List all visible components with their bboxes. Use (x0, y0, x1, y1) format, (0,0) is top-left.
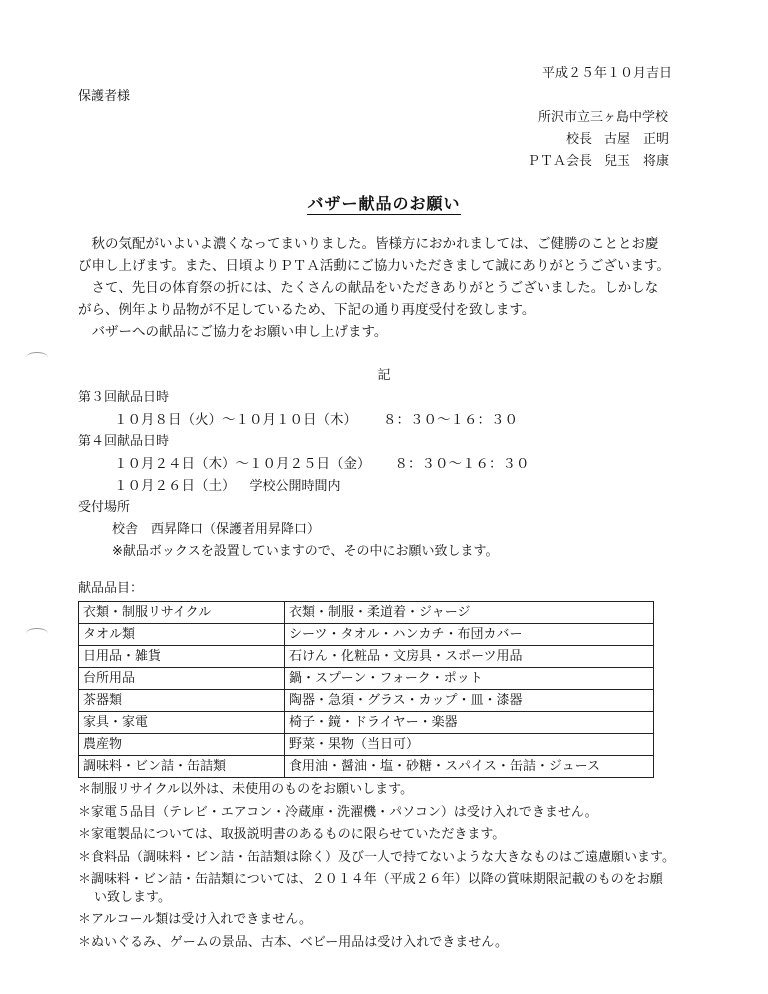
schedule-fourth-extra (114, 478, 341, 495)
item-category: 衣類・制服リサイクル (79, 602, 285, 624)
schedule-extra-date: １０月２６日（土） (114, 478, 236, 494)
note-line-continuation: い致します。 (94, 890, 171, 905)
item-category: 日用品・雑貨 (79, 646, 285, 668)
signatory-principal (522, 132, 668, 148)
note-line: ＊アルコール類は受け入れできません。 (78, 912, 313, 927)
table-row (79, 756, 654, 778)
schedule-time: ８：３０～１６：３０ (383, 412, 518, 428)
school-name: 所沢市立三ヶ島中学校 (537, 110, 668, 125)
note-line: ＊食料品（調味料・ビン詰・缶詰類は除く）及び一人で持てないような大きなものはご遠慮願います。 (78, 850, 675, 865)
signatory-pta-president (522, 154, 668, 170)
schedule-third-datetime (114, 412, 518, 429)
item-category: 茶器類 (79, 690, 285, 712)
table-row (79, 646, 654, 668)
item-category: 農産物 (79, 734, 285, 756)
item-category: 家具・家電 (79, 712, 285, 734)
schedule-fourth-heading: 第４回献品日時 (78, 434, 170, 449)
item-category: 台所用品 (79, 668, 285, 690)
signatory-role: 校長 (565, 132, 592, 147)
ki-marker: 記 (377, 368, 391, 383)
document-title (0, 194, 768, 214)
document-date: 平成２５年１０月吉日 (541, 66, 672, 81)
note-line: ＊家電５品目（テレビ・エアコン・冷蔵庫・洗濯機・パソコン）は受け入れできません。 (78, 805, 598, 820)
item-examples: 椅子・鏡・ドライヤー・楽器 (285, 712, 654, 734)
table-row (79, 712, 654, 734)
schedule-dates: １０月８日（火）～１０月１０日（木） (114, 412, 357, 428)
note-line: ＊調味料・ビン詰・缶詰類については、２０１４年（平成２６年）以降の賞味期限記載のものをお願 (78, 872, 663, 887)
item-examples: 鍋・スプーン・フォーク・ポット (285, 668, 654, 690)
item-category: タオル類 (79, 624, 285, 646)
item-category: 調味料・ビン詰・缶詰類 (79, 756, 285, 778)
body-paragraph-line: がら、例年より品物が不足しているため、下記の通り再度受付を致します。 (78, 302, 536, 318)
body-paragraph-line: 秋の気配がいよいよ濃くなってまいりました。皆様方におかれましては、ご健勝のこととお慶 (78, 236, 659, 252)
signatory-name: 古屋 正明 (604, 132, 670, 147)
table-row (79, 602, 654, 624)
table-row (79, 668, 654, 690)
schedule-extra-note: 学校公開時間内 (249, 479, 341, 494)
body-paragraph-line: バザーへの献品にご協力をお願い申し上げます。 (78, 324, 388, 340)
binding-hole-mark (26, 352, 48, 363)
item-examples: 野菜・果物（当日可） (285, 734, 654, 756)
table-row (79, 624, 654, 646)
item-examples: 衣類・制服・柔道着・ジャージ (285, 602, 654, 624)
reception-note: ※献品ボックスを設置していますので、その中にお願い致します。 (112, 544, 499, 559)
signatory-role: ＰＴＡ会長 (526, 154, 592, 169)
item-examples: 食用油・醤油・塩・砂糖・スパイス・缶詰・ジュース (285, 756, 654, 778)
schedule-fourth-datetime (114, 456, 530, 473)
table-row (79, 734, 654, 756)
schedule-time: ８：３０～１６：３０ (394, 456, 530, 472)
items-table (78, 601, 654, 778)
signatory-name: 兒玉 将康 (604, 154, 670, 169)
reception-heading: 受付場所 (78, 500, 131, 515)
reception-location: 校舎 西昇降口（保護者用昇降口） (112, 522, 321, 537)
binding-hole-mark (26, 628, 48, 639)
schedule-third-heading: 第３回献品日時 (78, 390, 170, 405)
recipient: 保護者様 (78, 89, 131, 104)
title-text: バザー献品のお願い (307, 194, 461, 213)
item-examples: 陶器・急須・グラス・カップ・皿・漆器 (285, 690, 654, 712)
item-examples: シーツ・タオル・ハンカチ・布団カバー (285, 624, 654, 646)
items-heading: 献品品目： (78, 581, 144, 596)
item-examples: 石けん・化粧品・文房具・スポーツ用品 (285, 646, 654, 668)
body-paragraph-line: び申し上げます。また、日頃よりＰＴＡ活動にご協力いただきまして誠にありがとうございます。 (78, 258, 670, 274)
body-paragraph-line: さて、先日の体育祭の折には、たくさんの献品をいただきありがとうございました。しかしな (78, 280, 659, 296)
note-line: ＊ぬいぐるみ、ゲームの景品、古本、ベビー用品は受け入れできません。 (78, 935, 509, 950)
note-line: ＊家電製品については、取扱説明書のあるものに限らせていただきます。 (78, 827, 506, 842)
note-line: ＊制服リサイクル以外は、未使用のものをお願いします。 (78, 782, 414, 797)
schedule-dates: １０月２４日（木）～１０月２５日（金） (114, 456, 371, 472)
table-row (79, 690, 654, 712)
